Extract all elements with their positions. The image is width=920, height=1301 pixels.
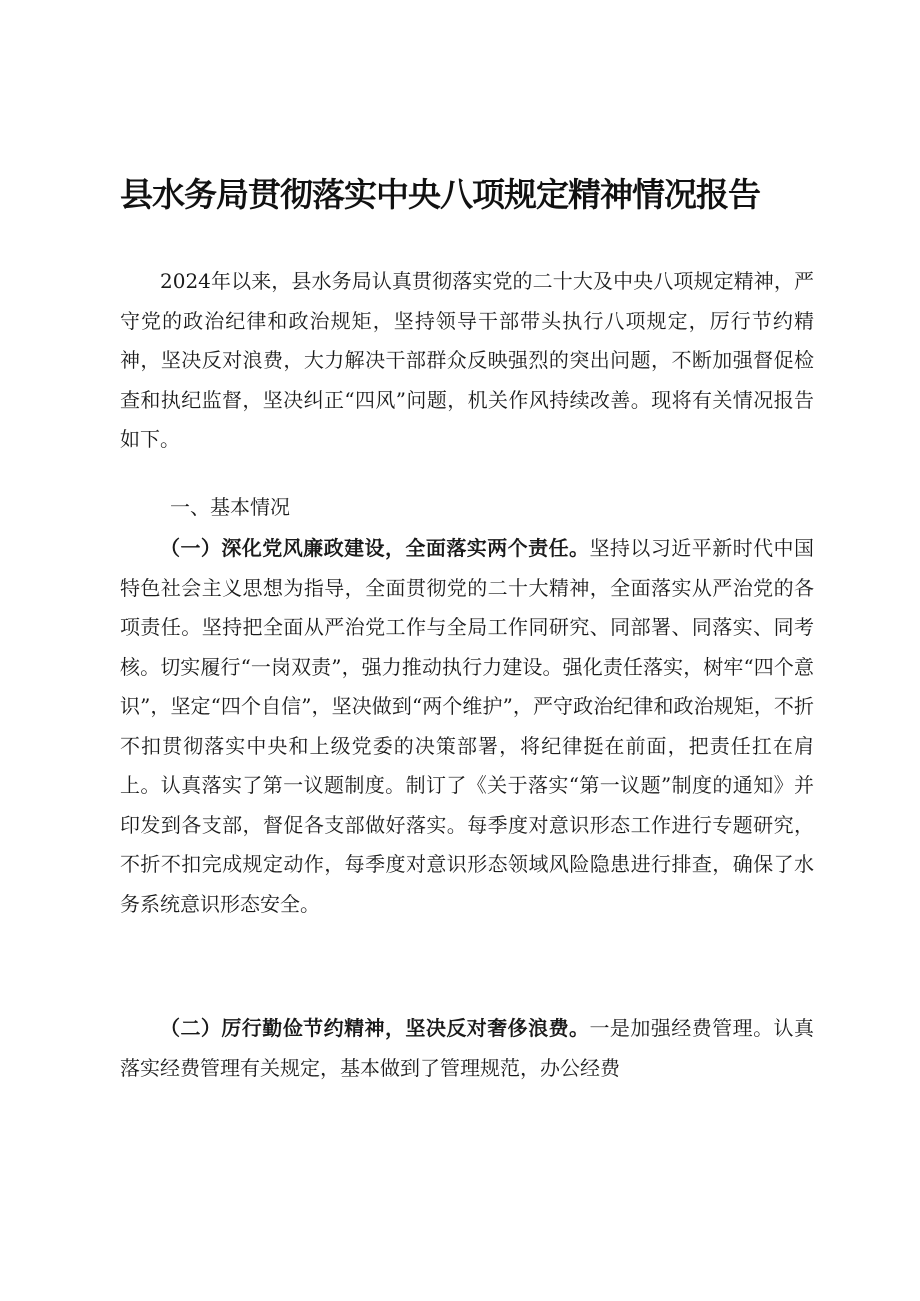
paragraph-lead-heading: （二）厉行勤俭节约精神，坚决反对奢侈浪费。 xyxy=(160,1016,590,1040)
paragraph-body-text: 坚持以习近平新时代中国特色社会主义思想为指导，全面贯彻党的二十大精神，全面落实从严治党的各项责任。坚持把全面从严治党工作与全局工作同研究、同部署、同落实、同考核。切实履行“一岗双责”，强力推动执行力建设。强化责任落实，树牢“四个意识”，坚定“四个自信”，坚决做到“两个维护”，严守政治纪律和政治规矩，不折不扣贯彻落实中央和上级党委的决策部署，将纪律挺在前面，把责任扛在肩上。认真落实了第一议题制度。制订了《关于落实“第一议题”制度的通知》并印发到各支部，督促各支部做好落实。每季度对意识形态工作进行专题研究，不折不扣完成规定动作，每季度对意识形态领域风险隐患进行排查，确保了水务系统意识形态安全。 xyxy=(120,536,815,916)
section-heading-basic-situation: 一、基本情况 xyxy=(170,495,290,519)
paragraph-frugality xyxy=(120,1009,814,1088)
paragraph-lead-heading: （一）深化党风廉政建设，全面落实两个责任。 xyxy=(160,536,590,560)
document-title: 县水务局贯彻落实中央八项规定精神情况报告 xyxy=(120,175,760,214)
paragraph-party-conduct xyxy=(120,529,814,924)
paragraph-body-text: 一是加强经费管理。认真落实经费管理有关规定，基本做到了管理规范，办公经费 xyxy=(120,1016,815,1080)
intro-paragraph: 2024年以来，县水务局认真贯彻落实党的二十大及中央八项规定精神，严守党的政治纪律和政治规矩，坚持领导干部带头执行八项规定，厉行节约精神，坚决反对浪费，大力解决干部群众反映强烈的突出问题，不断加强督促检查和执纪监督，坚决纠正“四风”问题，机关作风持续改善。现将有关情况报告如下。 xyxy=(120,269,814,451)
